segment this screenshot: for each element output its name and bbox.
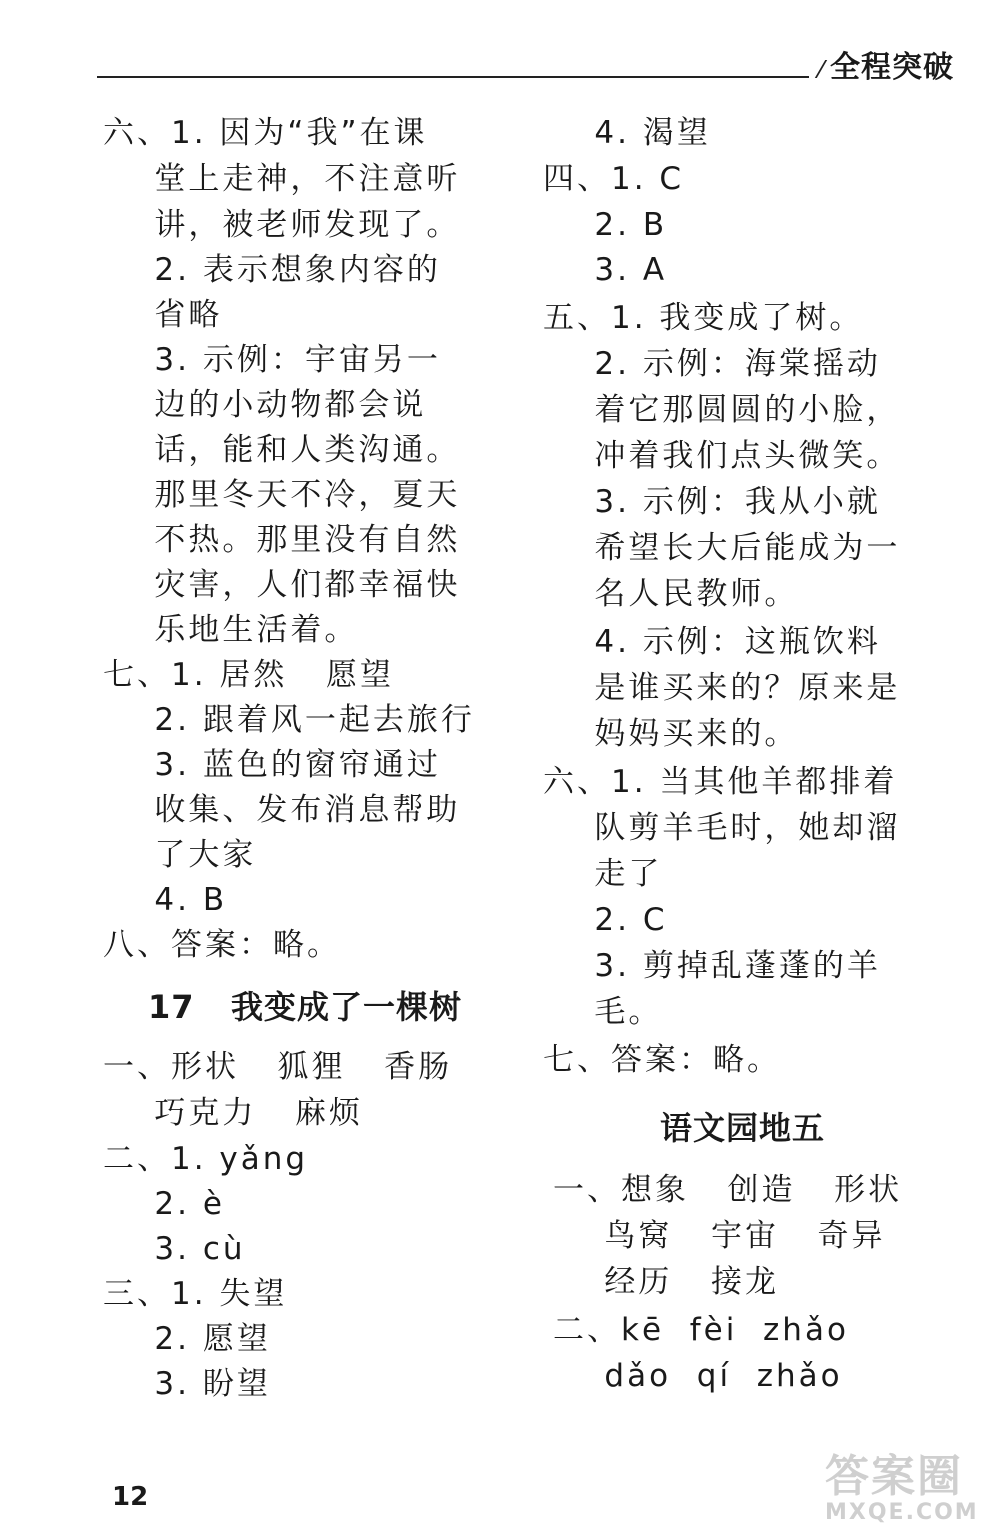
answer-line: 毛。 [543,994,663,1030]
answer-line: 那里冬天不冷，夏天 [103,477,461,513]
answer-line: 3. 蓝色的窗帘通过 [103,747,441,783]
answer-line: 乐地生活着。 [103,612,359,648]
answer-line: 3. 示例：我从小就 [543,484,881,520]
answer-line: 七、答案：略。 [543,1042,781,1078]
answer-line: 经历 接龙 [553,1264,779,1300]
answer-line: 灾害，人们都幸福快 [103,567,461,603]
answer-line: 3. 示例：宇宙另一 [103,342,441,378]
lesson-title: 17 我变成了一棵树 [148,988,462,1026]
answer-line: 2. è [103,1186,225,1222]
watermark-logo [815,1440,995,1530]
answer-line: 一、想象 创造 形状 [553,1172,903,1208]
answer-line: 三、1. 失望 [103,1276,288,1312]
answer-line: 4. 渴望 [543,115,711,151]
header-rule [97,76,809,78]
answer-line: 走了 [543,856,663,892]
answer-line: 队剪羊毛时，她却溜 [543,810,901,846]
answer-line: 话，能和人类沟通。 [103,432,461,468]
answer-line: 3. cù [103,1231,246,1267]
answer-line: 名人民教师。 [543,576,799,612]
answer-line: 堂上走神，不注意听 [103,161,461,197]
watermark-text: 答案圈 [825,1451,963,1502]
answer-line: 八、答案：略。 [103,927,341,963]
answer-line: 妈妈买来的。 [543,716,799,752]
answer-line: 收集、发布消息帮助 [103,792,461,828]
answer-line: 2. 示例：海棠摇动 [543,346,881,382]
header-rule-slash [801,60,827,78]
answer-line: 冲着我们点头微笑。 [543,438,901,474]
answer-line: 不热。那里没有自然 [103,522,461,558]
answer-line: 2. 表示想象内容的 [103,252,441,288]
answer-line: 二、1. yǎng [103,1141,309,1177]
answer-line: 鸟窝 宇宙 奇异 [553,1218,886,1254]
answer-line: 二、kē fèi zhǎo [553,1312,849,1348]
answer-line: 省略 [103,297,223,333]
answer-line: 4. B [103,882,228,918]
answer-line: 2. B [543,207,668,243]
brand-title: 全程突破 [830,50,954,85]
section-title: 语文园地五 [660,1109,826,1147]
answer-line: 四、1. C [543,161,685,197]
page-number: 12 [112,1482,149,1512]
answer-line: 六、1. 因为“我”在课 [103,115,428,151]
answer-line: 3. A [543,252,668,288]
answer-line: 3. 剪掉乱蓬蓬的羊 [543,948,881,984]
answer-line: 巧克力 麻烦 [103,1095,363,1131]
answer-line: dǎo qí zhǎo [553,1358,843,1394]
answer-line: 2. C [543,902,668,938]
answer-line: 着它那圆圆的小脸， [543,392,901,428]
answer-line: 边的小动物都会说 [103,387,427,423]
answer-line: 希望长大后能成为一 [543,530,901,566]
answer-line: 4. 示例：这瓶饮料 [543,624,881,660]
answer-line: 是谁买来的？原来是 [543,670,901,706]
answer-line: 五、1. 我变成了树。 [543,300,864,336]
watermark-url: MXQE.COM [825,1500,979,1525]
answer-line: 一、形状 狐狸 香肠 [103,1049,453,1085]
answer-line: 2. 愿望 [103,1321,271,1357]
answer-line: 七、1. 居然 愿望 [103,657,394,693]
answer-line: 了大家 [103,837,257,873]
answer-line: 2. 跟着风一起去旅行 [103,702,475,738]
answer-line: 讲，被老师发现了。 [103,207,461,243]
answer-line: 3. 盼望 [103,1366,271,1402]
answer-line: 六、1. 当其他羊都排着 [543,764,898,800]
